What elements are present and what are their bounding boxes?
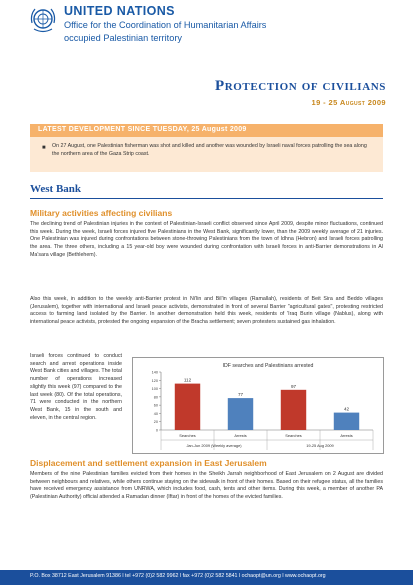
y-tick-label: 40	[153, 411, 158, 416]
footer-contact: P.O. Box 38712 East Jerusalem 91386 l tel +972 (0)2 582 9962 l fax +972 (0)2 582 5841 l ochaopt@un.org l www.ochaopt.org	[30, 573, 326, 579]
bar-value-label: 97	[290, 383, 297, 389]
y-tick-label: 80	[153, 395, 158, 400]
bar-value-label: 42	[343, 406, 350, 412]
bar	[334, 413, 359, 430]
x-category-label: Arrests	[234, 433, 247, 438]
territory-name: occupied Palestinian territory	[64, 33, 182, 43]
latest-development-text: On 27 August, one Palestinian fisherman was shot and killed and another was wounded by Israeli naval forces patrolling the sea along the northern area of the Gaza Strip coast.	[52, 143, 367, 157]
x-group-label: 19-25 Aug 2009	[306, 443, 334, 448]
page-footer	[0, 570, 413, 585]
chart-canvas	[133, 358, 383, 453]
paragraph-demonstrations: Also this week, in addition to the weekly anti-Barrier protest in Ni'lin and Bil'in villages (Ramallah), residents of Beit Sira and Beddo villages (Jerusalem), together with international and Israeli peace activists, demonstrated in front of several Barrier "agricultural gates", protesting restricted access to farming land isolated by the Barrier. In another demonstration held this week, residents of 'Iraq Burin village (Nablus), along with international peace activists, protested the ongoing expansion of the Bracha settlement; seven protesters sustained gas inhalation.	[30, 296, 383, 326]
x-category-label: Searches	[179, 433, 196, 438]
section-divider	[30, 198, 383, 199]
y-tick-label: 20	[153, 420, 158, 425]
bar-value-label: 77	[237, 392, 244, 398]
y-tick-label: 0	[155, 428, 158, 433]
section-heading-west-bank: West Bank	[30, 183, 82, 195]
x-category-label: Searches	[285, 433, 302, 438]
x-category-label: Arrests	[340, 433, 353, 438]
subheading-displacement: Displacement and settlement expansion in East Jerusalem	[30, 458, 267, 468]
bar-value-label: 112	[183, 377, 192, 383]
bar	[281, 390, 306, 430]
chart-title: IDF searches and Palestinians arrested	[222, 363, 314, 369]
bullet-icon: ■	[42, 145, 46, 151]
un-emblem-icon	[28, 5, 58, 35]
office-name: Office for the Coordination of Humanitarian Affairs	[64, 20, 267, 30]
latest-development-box	[30, 124, 383, 172]
date-range: 19 - 25 August 2009	[311, 98, 386, 107]
latest-development-title: LATEST DEVELOPMENT SINCE TUESDAY, 25 August 2009	[38, 126, 247, 133]
subheading-military-activities: Military activities affecting civilians	[30, 208, 173, 218]
x-group-label: Jan-Jun 2009 (Weekly average)	[186, 443, 242, 448]
idf-searches-chart	[132, 357, 384, 454]
paragraph-search-operations: Israeli forces continued to conduct search and arrest operations inside West Bank cities and villages. The total number of operations increased slightly this week (97) compared to the last week (80). Of the total operations, 71 were conducted in the northern West Bank, 15 in the south and eleven, in the central region.	[30, 353, 122, 421]
y-tick-label: 140	[151, 370, 158, 375]
paragraph-displacement: Members of the nine Palestinian families evicted from their homes in the Sheikh Jarrah neighborhood of East Jerusalem on 2 August are divided between neighbours and relatives, while others continue staying on the sidewalk in front of their homes. Based on their refugee status, all the families have received emergency assistance from UNRWA, which includes food, cash, tents and other items. During this week, a member of another PA (Palestinian Authority) official attended a Ramadan dinner (Iftar) in front of the homes of the evicted families.	[30, 471, 383, 501]
bar	[175, 384, 200, 430]
paragraph-injuries: The declining trend of Palestinian injuries in the context of Palestinian-Israeli conflict observed since April 2009, despite minor fluctuations, continued this week. During the week, Israeli forces injured five Palestinians in the West Bank, significantly lower, than the 2009 weekly average of 21 injuries. One Palestinian was injured during confrontations between stone-throwing Palestinians from the town of Idhna (Hebron) and Israeli forces patrolling the area. The three others, including a 15 year-old boy were wounded during confrontation with Israeli forces in anti-Barrier demonstrations in Al Ma'sara village (Bethlehem).	[30, 221, 383, 258]
bar	[228, 398, 253, 430]
y-tick-label: 60	[153, 403, 158, 408]
page-header	[0, 0, 413, 72]
latest-development-header	[30, 124, 383, 137]
y-tick-label: 100	[151, 387, 158, 392]
document-title: Protection of civilians	[214, 78, 386, 94]
y-tick-label: 120	[151, 378, 158, 383]
org-name: UNITED NATIONS	[64, 4, 175, 18]
